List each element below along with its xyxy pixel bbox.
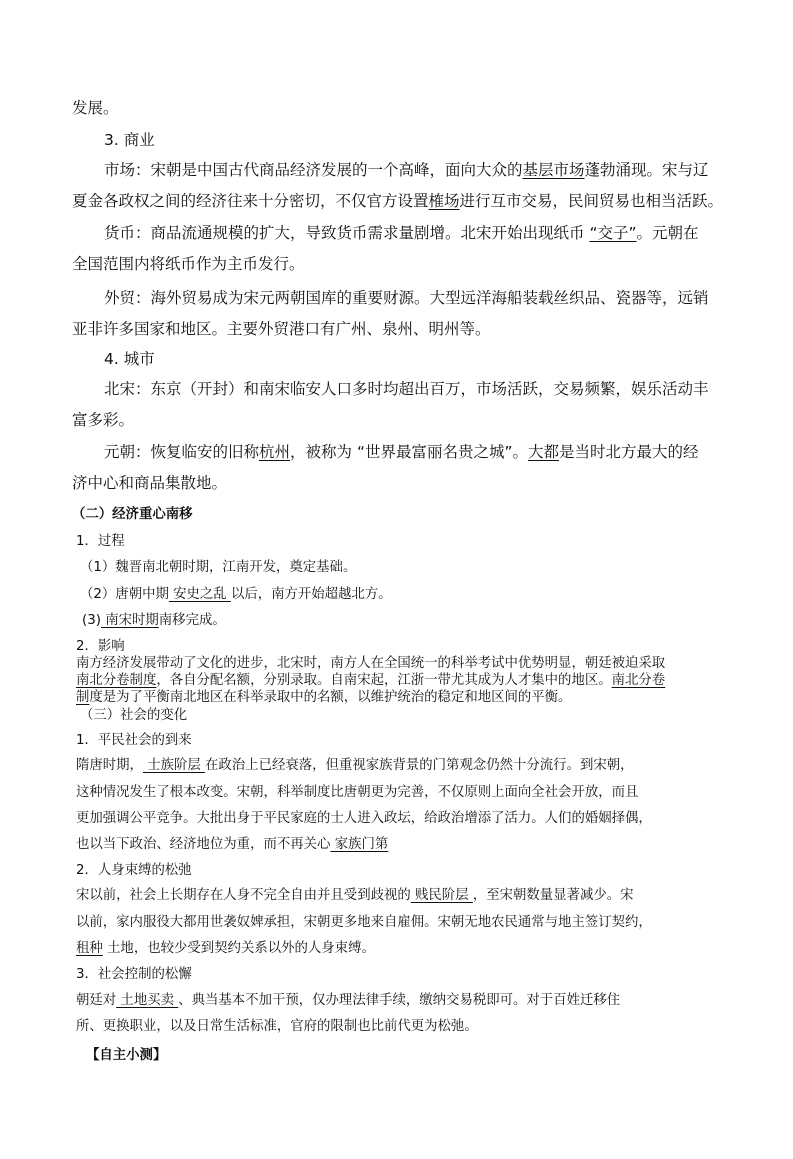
- section-heading: 3. 商业: [104, 131, 155, 149]
- text-line: 南北分卷制度，各自分配名额，分别录取。自南宋起，江浙一带尤其成为人才集中的地区。南北分卷: [76, 673, 666, 688]
- underlined-answer: 租种: [76, 941, 103, 956]
- section-heading: 【自主小测】: [86, 1048, 167, 1063]
- underlined-answer: 榷场: [428, 192, 460, 210]
- underlined-answer: 南宋时期: [100, 613, 159, 628]
- text-line: 更加强调公平竞争。大批出身于平民家庭的士人进入政坛，给政治增添了活力。人们的婚姻择偶，: [76, 811, 652, 826]
- underlined-answer: “交子”: [589, 224, 637, 242]
- subsection-heading: 2．影响: [76, 639, 125, 654]
- underlined-answer: 南北分卷制度: [76, 673, 157, 688]
- underlined-answer: 大都: [528, 443, 560, 461]
- underlined-answer: 安史之乱: [168, 587, 231, 602]
- underlined-answer: 杭州: [259, 443, 291, 461]
- underlined-answer: 南北分卷: [611, 673, 666, 688]
- text-line: 济中心和商品集散地。: [72, 474, 228, 492]
- text-line: (3) 南宋时期南移完成。: [82, 613, 226, 628]
- underlined-answer: 土地买卖: [116, 993, 179, 1008]
- text-line: 货币：商品流通规模的扩大，导致货币需求量剧增。北宋开始出现纸币 “交子”。元朝在: [104, 224, 699, 242]
- text-line: （1）魏晋南北朝时期，江南开发，奠定基础。: [80, 560, 357, 575]
- text-line: 制度是为了平衡南北地区在科举录取中的名额，以维护统治的稳定和地区间的平衡。: [76, 690, 572, 705]
- text-line: 以前，家内服役大都用世袭奴婢承担，宋朝更多地来自雇佣。宋朝无地农民通常与地主签订契约，: [76, 915, 652, 930]
- section-heading: 4. 城市: [104, 350, 155, 368]
- section-heading: （三）社会的变化: [80, 708, 188, 723]
- text-line: 租种 土地，也较少受到契约关系以外的人身束缚。: [76, 941, 375, 956]
- text-line: 所、更换职业，以及日常生活标准，官府的限制也比前代更为松弛。: [76, 1019, 478, 1034]
- text-line: （2）唐朝中期 安史之乱 以后，南方开始超越北方。: [80, 587, 392, 602]
- text-line: 元朝：恢复临安的旧称杭州，被称为 “世界最富丽名贵之城”。大都是当时北方最大的经: [104, 443, 699, 461]
- text-line: 宋以前，社会上长期存在人身不完全自由并且受到歧视的 贱民阶层 ，至宋朝数量显著减少。宋: [76, 888, 634, 903]
- text-line: 富多彩。: [72, 411, 135, 429]
- text-line: 这种情况发生了根本改变。宋朝，科举制度比唐朝更为完善，不仅原则上面向全社会开放，而且: [76, 785, 639, 800]
- underlined-answer: 家族门第: [330, 837, 389, 852]
- text-line: 亚非许多国家和地区。主要外贸港口有广州、泉州、明州等。: [72, 320, 491, 338]
- text-line: 外贸：海外贸易成为宋元两朝国库的重要财源。大型远洋海船装载丝织品、瓷器等，远销: [104, 289, 709, 307]
- text-line: 也以当下政治、经济地位为重，而不再关心 家族门第: [76, 837, 389, 852]
- text-line: 南方经济发展带动了文化的进步，北宋时，南方人在全国统一的科举考试中优势明显，朝廷被迫采取: [76, 656, 666, 671]
- underlined-answer: 基层市场: [522, 161, 585, 179]
- text-line: 朝廷对 土地买卖 、典当基本不加干预，仅办理法律手续，缴纳交易税即可。对于百姓迁移住: [76, 993, 621, 1008]
- subsection-heading: 1．过程: [76, 534, 125, 549]
- text-line: 市场：宋朝是中国古代商品经济发展的一个高峰，面向大众的基层市场蓬勃涌现。宋与辽: [104, 161, 709, 179]
- underlined-answer: 制: [76, 690, 90, 705]
- subsection-heading: 3．社会控制的松懈: [76, 967, 192, 982]
- underlined-answer: 士族阶层: [142, 758, 206, 773]
- section-heading: （二）经济重心南移: [72, 507, 193, 522]
- text-line: 隋唐时期， 士族阶层 在政治上已经衰落，但重视家族背景的门第观念仍然十分流行。到宋朝，: [76, 758, 634, 773]
- text-line: 北宋：东京（开封）和南宋临安人口多时均超出百万，市场活跃，交易频繁，娱乐活动丰: [104, 380, 709, 398]
- subsection-heading: 1．平民社会的到来: [76, 733, 192, 748]
- subsection-heading: 2．人身束缚的松弛: [76, 863, 192, 878]
- underlined-answer: 贱民阶层: [410, 888, 473, 903]
- text-line: 夏金各政权之间的经济往来十分密切，不仅官方设置榷场进行互市交易，民间贸易也相当活跃。: [72, 192, 724, 210]
- text-line: 全国范围内将纸币作为主币发行。: [72, 255, 305, 273]
- text-line: 发展。: [72, 99, 119, 117]
